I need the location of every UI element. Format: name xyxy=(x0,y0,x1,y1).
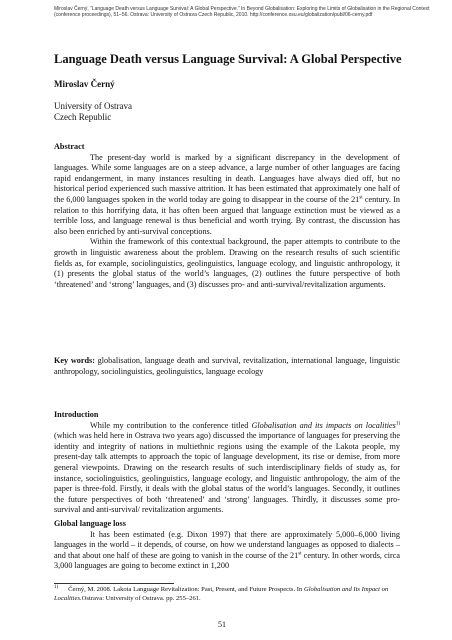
global-loss-heading: Global language loss xyxy=(54,519,126,528)
global-loss-section xyxy=(54,519,400,572)
abstract-section xyxy=(54,142,400,290)
introduction-section xyxy=(54,410,400,516)
text-run: Ostrava: University of Ostrava. pp. 255–261. xyxy=(81,594,201,602)
text-run: The present-day world is marked by a significant discrepancy in the development of languages. While some languages are on a steep advance, a large number of other languages are facing rapid endangerment, in many instances resulting in death. Languages have always died off, but no historical period experienced such massive attrition. It has been estimated that approximately one half of the 6,000 languages spoken in the world today are going to disappear in the course of the 21 xyxy=(54,152,400,204)
text-run: Černý, M. 2008. Lakota Language Revitalization: Past, Present, and Future Prospects. In xyxy=(68,586,304,593)
page-number: 51 xyxy=(218,620,226,629)
author-name: Miroslav Černý xyxy=(54,79,115,89)
text-run: (which was held here in Ostrava two years ago) discussed the importance of languages for preserving the identity and integrity of nations in multiethnic regions using the example of the Lakota people, my present-day talk attempts to approach the topic of language development, its rise or demise, from more general viewpoints. Drawing on the research results of such interdisciplinary fields of study as, for instance, sociolinguistics, geolinguistics, language ecology, and linguistic anthropology, the aim of the paper is three-fold. Firstly, it deals with the global status of the world’s languages. Secondly, it outlines the future perspectives of both ‘threatened’ and ‘strong’ languages. Thirdly, it discusses some pro-survival and anti-survival/ revitalization arguments. xyxy=(54,431,400,515)
global-loss-paragraph xyxy=(54,530,400,572)
superscript: st xyxy=(359,195,363,201)
superscript: st xyxy=(298,551,302,557)
affiliation-line: University of Ostrava xyxy=(54,101,132,111)
text-run: While my contribution to the conference titled xyxy=(90,420,252,430)
abstract-paragraph xyxy=(54,153,400,238)
abstract-heading: Abstract xyxy=(54,142,85,151)
text-run: century. In relation to this horrifying data, it has often been argued that language extinction must be viewed as a terrible loss, and language renewal is thus beneficial and worth trying. By contrast, the discussion has also been enriched by anti-survival conceptions. xyxy=(54,194,400,236)
text-run: It has been estimated (e.g. Dixon 1997) that there are approximately 5,000–6,000 living languages in the world – it depends, of course, on how we understand languages as opposed to dialects – and that about one half of these are going to vanish in the course of the 21 xyxy=(54,529,400,560)
keywords-label: Key words: xyxy=(54,356,95,365)
paper-title: Language Death versus Language Survival: A Global Perspective xyxy=(54,52,402,66)
abstract-paragraph: Within the framework of this contextual background, the paper attempts to contribute to the growth in linguistic awareness about the problem. Drawing on the research results of such scientific fields as, for example, sociolinguistics, geolinguistics, language ecology, and linguistic anthropology, it (1) presents the global status of the world’s languages, (2) outlines the future perspective of both ‘threatened’ and ‘strong’ languages, and (3) discusses pro- and anti-survival/revitalization arguments. xyxy=(54,237,400,289)
text-run: century. In other words, circa 3,000 languages are going to become extinct in 1,200 xyxy=(54,550,401,571)
keywords-paragraph xyxy=(54,356,400,377)
footnote xyxy=(54,586,400,603)
affiliation-line: Czech Republic xyxy=(54,112,112,122)
introduction-paragraph xyxy=(54,421,400,516)
conference-title: Globalisation and its impacts on localities xyxy=(251,420,396,430)
footnote-book-title: Globalisation and Its Impact on Localities. xyxy=(54,586,389,602)
footnote-divider xyxy=(54,583,174,584)
footnote-ref: 1) xyxy=(395,420,400,426)
keywords-section xyxy=(54,356,400,377)
affiliation xyxy=(54,101,132,123)
keywords-text: globalisation, language death and survival, revitalization, international language, linguistic anthropology, sociolinguistics, geolinguistics, language ecology xyxy=(54,356,401,376)
introduction-heading: Introduction xyxy=(54,410,99,419)
footnote-marker: 1) xyxy=(54,584,59,590)
citation-header: Miroslav Černý, “Language Death versus Language Survival: A Global Perspective.” In Beyond Globalisation: Exploring the Limits of Globalisation in the Regional Context (conference proceedings), 51–56. Ostrava: University of Ostrava Czech Republic, 2010. http://conference.osu.eu/globalization/publ/06-cerny.pdf xyxy=(54,6,430,18)
